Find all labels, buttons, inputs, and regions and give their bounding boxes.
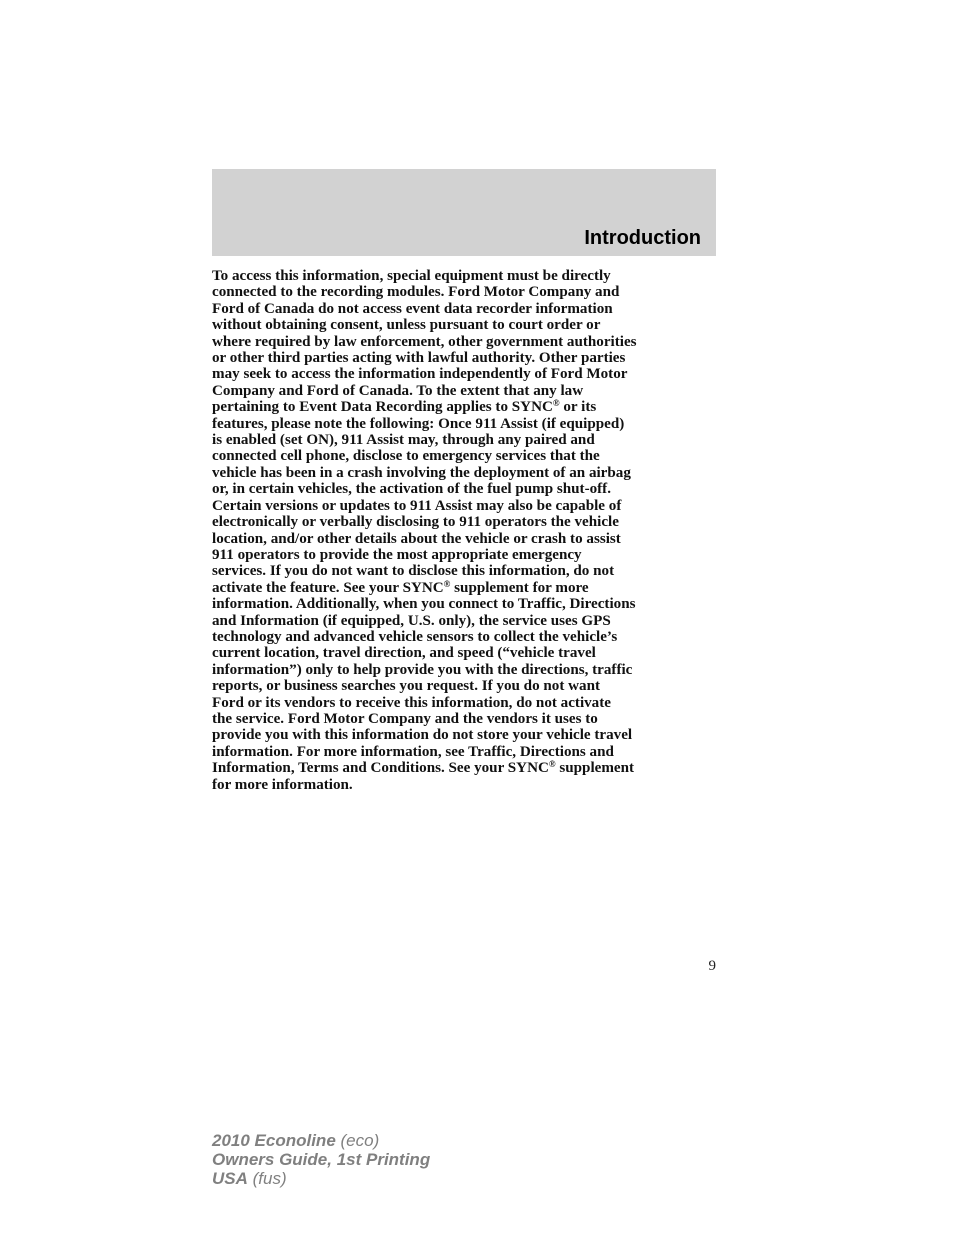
footer-printing-info [212,1131,430,1188]
body-line: Certain versions or updates to 911 Assist may also be capable of [212,497,622,514]
body-line: To access this information, special equipment must be directly [212,268,611,284]
body-paragraph [212,268,718,793]
body-line: information”) only to help provide you with the directions, traffic [212,661,633,678]
body-line-text: pertaining to Event Data Recording applies to SYNC [212,399,553,416]
body-line: Company and Ford of Canada. To the extent that any law [212,382,584,399]
body-line: Ford or its vendors to receive this information, do not activate [212,694,611,711]
body-line: may seek to access the information independently of Ford Motor [212,366,628,383]
body-line-text: supplement [555,760,635,777]
body-line: and Information (if equipped, U.S. only), the service uses GPS [212,612,611,629]
body-line-text: supplement for more [450,579,589,596]
body-line [212,760,718,776]
body-line [212,399,718,415]
body-line-text: Information, Terms and Conditions. See your SYNC [212,760,549,777]
body-line: reports, or business searches you request. If you do not want [212,678,601,695]
footer-model-code: (eco) [335,1131,380,1150]
body-line: for more information. [212,776,353,793]
body-line: services. If you do not want to disclose this information, do not [212,563,615,580]
body-line: Ford of Canada do not access event data recorder information [212,300,613,317]
registered-mark: ® [548,759,556,770]
body-line: connected to the recording modules. Ford Motor Company and [212,284,620,301]
body-line: 911 operators to provide the most appropriate emergency [212,546,582,563]
footer-market-code: (fus) [247,1169,287,1188]
body-line: current location, travel direction, and speed (“vehicle travel [212,645,596,662]
body-line: features, please note the following: Once 911 Assist (if equipped) [212,415,625,432]
body-line: is enabled (set ON), 911 Assist may, through any paired and [212,432,595,449]
body-line: technology and advanced vehicle sensors to collect the vehicle’s [212,628,618,645]
body-line: connected cell phone, disclose to emergency services that the [212,448,600,465]
registered-mark: ® [443,578,451,589]
section-title: Introduction [584,227,701,249]
body-line: vehicle has been in a crash involving the deployment of an airbag [212,464,631,481]
body-line: location, and/or other details about the vehicle or crash to assist [212,530,621,547]
page-number: 9 [708,958,716,974]
body-line: information. Additionally, when you connect to Traffic, Directions [212,596,636,613]
registered-mark: ® [552,398,560,409]
footer-edition: Owners Guide, 1st Printing [212,1150,431,1169]
body-line: or, in certain vehicles, the activation of the fuel pump shut-off. [212,481,611,498]
section-header-band [212,169,716,256]
body-line: electronically or verbally disclosing to 911 operators the vehicle [212,514,619,531]
body-line: or other third parties acting with lawful authority. Other parties [212,350,626,367]
body-line: where required by law enforcement, other government authorities [212,333,637,350]
body-line-text: or its [559,399,597,416]
footer-line-market [212,1169,430,1188]
body-line-text: activate the feature. See your SYNC [212,579,444,596]
body-line: information. For more information, see Traffic, Directions and [212,743,614,760]
footer-model: 2010 Econoline [212,1131,336,1150]
body-line: the service. Ford Motor Company and the vendors it uses to [212,710,598,727]
body-line [212,580,718,596]
body-line: without obtaining consent, unless pursuant to court order or [212,317,601,334]
body-line: provide you with this information do not store your vehicle travel [212,727,633,744]
footer-market: USA [212,1169,248,1188]
footer-line-model [212,1131,430,1150]
